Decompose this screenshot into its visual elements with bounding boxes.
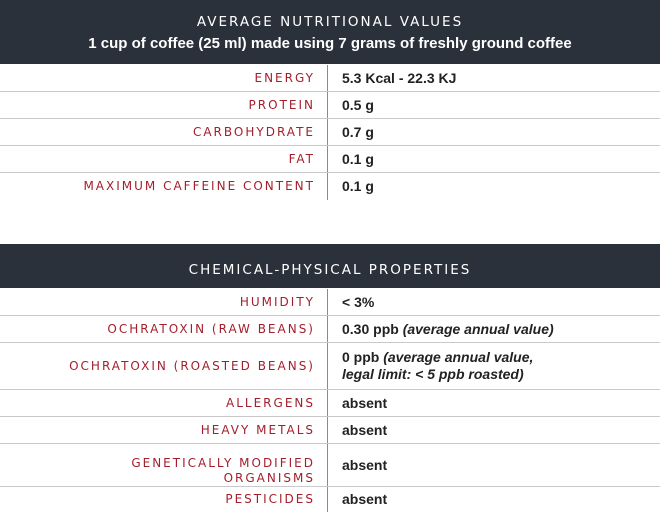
row-value: 5.3 Kcal - 22.3 KJ [342, 69, 457, 86]
row-value: absent [342, 394, 388, 411]
row-label: ALLERGENS [226, 395, 315, 410]
row-label: HUMIDITY [239, 294, 315, 309]
column-divider [327, 92, 328, 118]
column-divider [327, 417, 328, 443]
row-value: < 3% [342, 293, 375, 310]
table-row [0, 444, 660, 487]
table-row [0, 343, 660, 390]
row-label: OCHRATOXIN (ROASTED BEANS) [69, 358, 315, 373]
row-value: 0.1 g [342, 178, 374, 194]
nutrition-header [0, 0, 660, 64]
row-label: GENETICALLY MODIFIED ORGANISMS [131, 456, 315, 485]
row-label: ENERGY [254, 70, 315, 85]
row-label: PESTICIDES [225, 492, 315, 506]
column-divider [327, 65, 328, 91]
row-value: 0.5 g [342, 96, 374, 113]
table-row [0, 92, 660, 119]
row-value: absent [342, 456, 388, 473]
table-row [0, 390, 660, 417]
nutrition-subtitle: 1 cup of coffee (25 ml) made using 7 grams of freshly ground coffee [88, 35, 572, 52]
column-divider [327, 316, 328, 342]
row-value: 0.1 g [342, 150, 374, 167]
nutrition-title: AVERAGE NUTRITIONAL VALUES [196, 14, 464, 30]
column-divider [327, 119, 328, 145]
column-divider [327, 146, 328, 172]
row-value: absent [342, 421, 388, 438]
table-row [0, 289, 660, 316]
table-row [0, 146, 660, 173]
table-row [0, 417, 660, 444]
row-label: PROTEIN [248, 97, 315, 112]
value-note: (average annual value) [402, 320, 554, 337]
table-row [0, 487, 660, 512]
row-label: CARBOHYDRATE [192, 124, 315, 139]
column-divider [327, 343, 328, 389]
column-divider [327, 390, 328, 416]
table-row [0, 65, 660, 92]
row-label: OCHRATOXIN (RAW BEANS) [107, 321, 315, 336]
chemical-title: CHEMICAL-PHYSICAL PROPERTIES [188, 262, 472, 278]
table-row [0, 173, 660, 200]
column-divider [327, 444, 328, 486]
column-divider [327, 487, 328, 512]
column-divider [327, 289, 328, 315]
row-value: 0 ppb (average annual value, legal limit: < 5 ppb roasted) [342, 343, 654, 389]
row-value: 0.30 ppb (average annual value) [342, 320, 554, 337]
row-label: MAXIMUM CAFFEINE CONTENT [83, 179, 315, 193]
chemical-header [0, 244, 660, 288]
row-label: HEAVY METALS [200, 422, 315, 437]
value-note-line2: legal limit: < 5 ppb roasted) [342, 366, 524, 382]
value-note: (average annual value, [383, 349, 534, 365]
row-value: 0.7 g [342, 123, 374, 140]
table-row [0, 316, 660, 343]
row-label: FAT [288, 151, 315, 166]
column-divider [327, 173, 328, 200]
row-value: absent [342, 491, 388, 507]
table-row [0, 119, 660, 146]
